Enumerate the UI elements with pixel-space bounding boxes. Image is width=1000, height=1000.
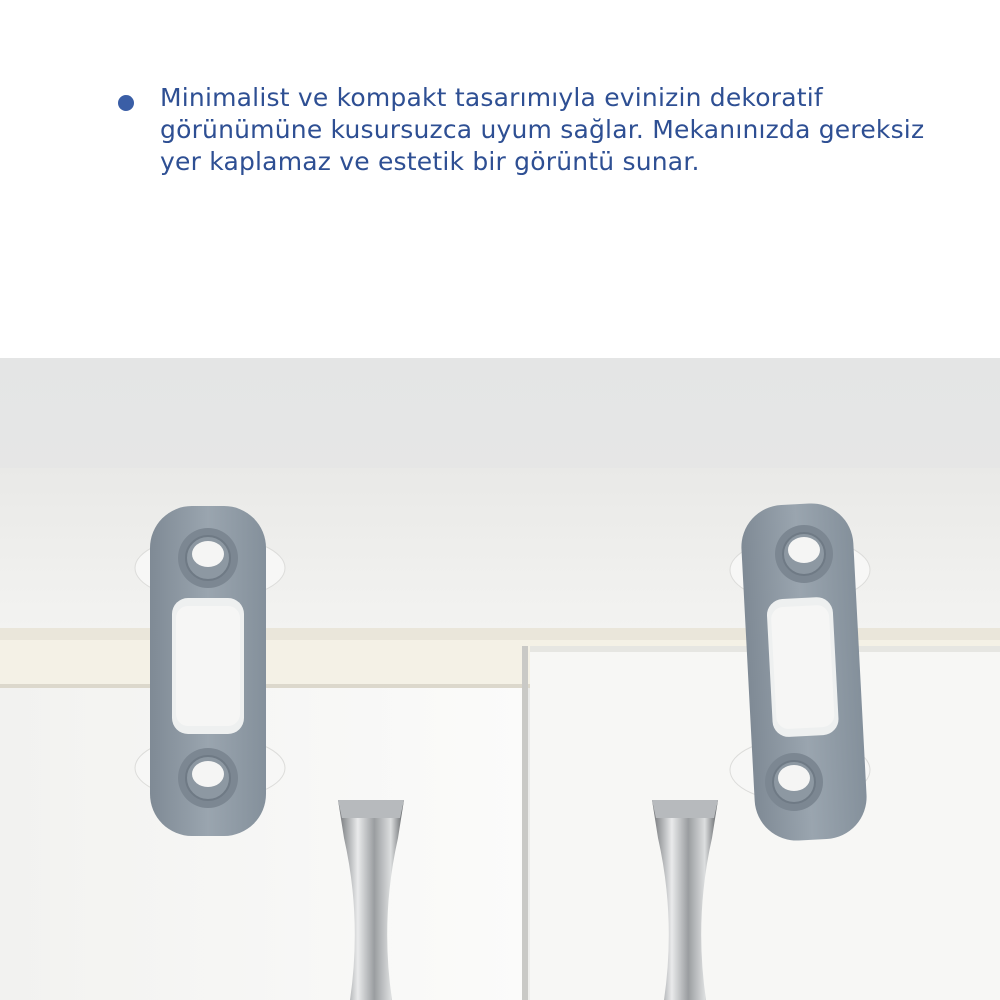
safety-lock-left	[135, 506, 285, 836]
bullet-dot-icon	[118, 95, 134, 111]
feature-text: Minimalist ve kompakt tasarımıyla evinizin dekoratif görünümüne kusursuzca uyum sağlar. Mekanınızda gereksiz yer kaplamaz ve estetik bir görüntü sunar.	[160, 83, 925, 176]
safety-lock-right	[730, 501, 870, 842]
product-photo	[0, 358, 1000, 1000]
